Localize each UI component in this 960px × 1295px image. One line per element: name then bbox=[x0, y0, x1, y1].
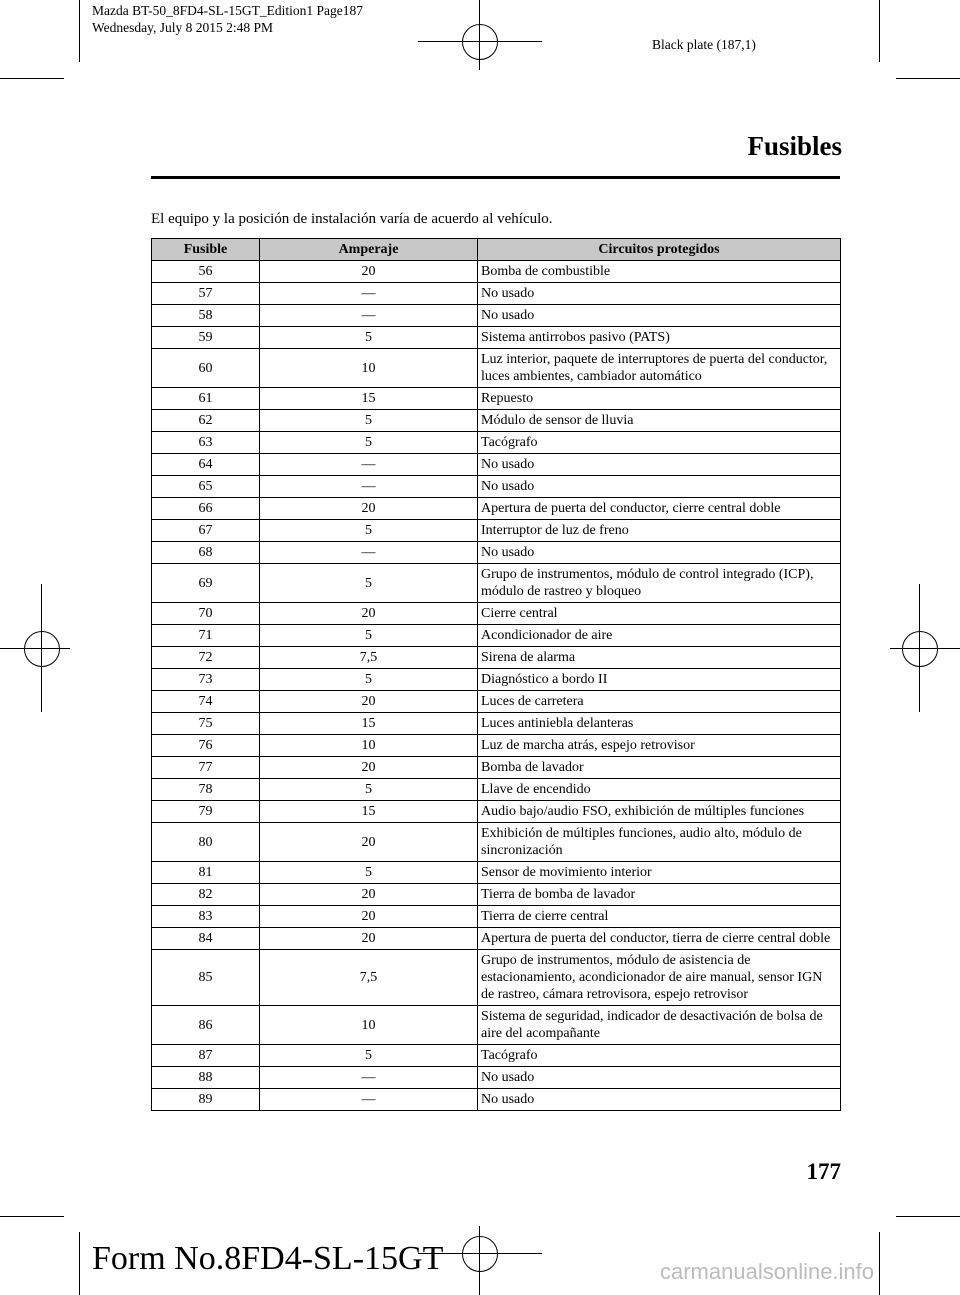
fuse-number-cell: 59 bbox=[152, 327, 260, 349]
table-row bbox=[152, 625, 841, 647]
circuit-cell: Tacógrafo bbox=[478, 432, 841, 454]
fuse-number-cell: 83 bbox=[152, 906, 260, 928]
column-header-circuits: Circuitos protegidos bbox=[478, 239, 841, 261]
table-row bbox=[152, 327, 841, 349]
table-row bbox=[152, 1089, 841, 1111]
circuit-cell: No usado bbox=[478, 454, 841, 476]
section-rule bbox=[151, 176, 840, 179]
circuit-cell: No usado bbox=[478, 305, 841, 327]
amperage-cell: 10 bbox=[260, 349, 478, 388]
black-plate-label: Black plate (187,1) bbox=[652, 37, 756, 52]
table-row bbox=[152, 950, 841, 1006]
amperage-cell: 20 bbox=[260, 884, 478, 906]
table-row bbox=[152, 1045, 841, 1067]
table-row bbox=[152, 520, 841, 542]
circuit-cell: Tierra de bomba de lavador bbox=[478, 884, 841, 906]
circuit-cell: No usado bbox=[478, 283, 841, 305]
fuse-number-cell: 88 bbox=[152, 1067, 260, 1089]
table-body bbox=[152, 261, 841, 1111]
table-row bbox=[152, 388, 841, 410]
watermark: carmanualsonline.info bbox=[660, 1259, 875, 1284]
amperage-cell: ― bbox=[260, 1089, 478, 1111]
fuse-table bbox=[151, 238, 841, 1111]
fuse-number-cell: 66 bbox=[152, 498, 260, 520]
fuse-number-cell: 74 bbox=[152, 691, 260, 713]
circuit-cell: Interruptor de luz de freno bbox=[478, 520, 841, 542]
circuit-cell: Sensor de movimiento interior bbox=[478, 862, 841, 884]
fuse-number-cell: 76 bbox=[152, 735, 260, 757]
table-row bbox=[152, 454, 841, 476]
table-header-row bbox=[152, 239, 841, 261]
fuse-number-cell: 87 bbox=[152, 1045, 260, 1067]
circuit-cell: Tierra de cierre central bbox=[478, 906, 841, 928]
amperage-cell: 10 bbox=[260, 735, 478, 757]
table-row bbox=[152, 757, 841, 779]
table-row bbox=[152, 498, 841, 520]
circuit-cell: Tacógrafo bbox=[478, 1045, 841, 1067]
fuse-number-cell: 81 bbox=[152, 862, 260, 884]
fuse-number-cell: 56 bbox=[152, 261, 260, 283]
amperage-cell: 5 bbox=[260, 779, 478, 801]
fuse-number-cell: 57 bbox=[152, 283, 260, 305]
date-line: Wednesday, July 8 2015 2:48 PM bbox=[92, 20, 274, 35]
fuse-number-cell: 64 bbox=[152, 454, 260, 476]
fuse-number-cell: 86 bbox=[152, 1006, 260, 1045]
table-row bbox=[152, 928, 841, 950]
circuit-cell: Diagnóstico a bordo II bbox=[478, 669, 841, 691]
table-row bbox=[152, 801, 841, 823]
fuse-number-cell: 69 bbox=[152, 564, 260, 603]
table-row bbox=[152, 884, 841, 906]
table-row bbox=[152, 305, 841, 327]
fuse-number-cell: 60 bbox=[152, 349, 260, 388]
fuse-number-cell: 84 bbox=[152, 928, 260, 950]
amperage-cell: 20 bbox=[260, 906, 478, 928]
fuse-number-cell: 65 bbox=[152, 476, 260, 498]
amperage-cell: 5 bbox=[260, 862, 478, 884]
fuse-number-cell: 89 bbox=[152, 1089, 260, 1111]
table-row bbox=[152, 1067, 841, 1089]
circuit-cell: Sirena de alarma bbox=[478, 647, 841, 669]
amperage-cell: 5 bbox=[260, 432, 478, 454]
fuse-number-cell: 73 bbox=[152, 669, 260, 691]
table-row bbox=[152, 713, 841, 735]
circuit-cell: Llave de encendido bbox=[478, 779, 841, 801]
fuse-number-cell: 58 bbox=[152, 305, 260, 327]
fuse-number-cell: 68 bbox=[152, 542, 260, 564]
circuit-cell: Acondicionador de aire bbox=[478, 625, 841, 647]
circuit-cell: Bomba de lavador bbox=[478, 757, 841, 779]
form-number: Form No.8FD4-SL-15GT bbox=[92, 1240, 444, 1277]
circuit-cell: No usado bbox=[478, 1089, 841, 1111]
fuse-number-cell: 78 bbox=[152, 779, 260, 801]
amperage-cell: 10 bbox=[260, 1006, 478, 1045]
circuit-cell: Bomba de combustible bbox=[478, 261, 841, 283]
fuse-number-cell: 62 bbox=[152, 410, 260, 432]
circuit-cell: Exhibición de múltiples funciones, audio alto, módulo de sincronización bbox=[478, 823, 841, 862]
table-row bbox=[152, 647, 841, 669]
circuit-cell: Sistema de seguridad, indicador de desactivación de bolsa de aire del acompañante bbox=[478, 1006, 841, 1045]
amperage-cell: 5 bbox=[260, 1045, 478, 1067]
table-row bbox=[152, 261, 841, 283]
circuit-cell: No usado bbox=[478, 476, 841, 498]
amperage-cell: 20 bbox=[260, 823, 478, 862]
circuit-cell: Luz interior, paquete de interruptores de puerta del conductor, luces ambientes, cambiador automático bbox=[478, 349, 841, 388]
fuse-number-cell: 63 bbox=[152, 432, 260, 454]
circuit-cell: Luces antiniebla delanteras bbox=[478, 713, 841, 735]
table-row bbox=[152, 410, 841, 432]
page-number: 177 bbox=[806, 1159, 841, 1184]
amperage-cell: 5 bbox=[260, 520, 478, 542]
circuit-cell: No usado bbox=[478, 1067, 841, 1089]
amperage-cell: 7,5 bbox=[260, 647, 478, 669]
table-row bbox=[152, 691, 841, 713]
amperage-cell: 20 bbox=[260, 757, 478, 779]
amperage-cell: 15 bbox=[260, 713, 478, 735]
fuse-number-cell: 72 bbox=[152, 647, 260, 669]
circuit-cell: Apertura de puerta del conductor, cierre central doble bbox=[478, 498, 841, 520]
fuse-number-cell: 77 bbox=[152, 757, 260, 779]
amperage-cell: 5 bbox=[260, 564, 478, 603]
table-row bbox=[152, 349, 841, 388]
file-line: Mazda BT-50_8FD4-SL-15GT_Edition1 Page187 bbox=[92, 3, 363, 18]
amperage-cell: 20 bbox=[260, 261, 478, 283]
amperage-cell: 5 bbox=[260, 327, 478, 349]
fuse-number-cell: 85 bbox=[152, 950, 260, 1006]
table-row bbox=[152, 823, 841, 862]
amperage-cell: 15 bbox=[260, 388, 478, 410]
circuit-cell: Módulo de sensor de lluvia bbox=[478, 410, 841, 432]
column-header-fuse: Fusible bbox=[152, 239, 260, 261]
column-header-amperage: Amperaje bbox=[260, 239, 478, 261]
amperage-cell: 7,5 bbox=[260, 950, 478, 1006]
table-row bbox=[152, 542, 841, 564]
amperage-cell: ― bbox=[260, 454, 478, 476]
fuse-number-cell: 80 bbox=[152, 823, 260, 862]
amperage-cell: ― bbox=[260, 542, 478, 564]
table-row bbox=[152, 564, 841, 603]
table-row bbox=[152, 1006, 841, 1045]
table-row bbox=[152, 432, 841, 454]
fuse-number-cell: 67 bbox=[152, 520, 260, 542]
circuit-cell: Luz de marcha atrás, espejo retrovisor bbox=[478, 735, 841, 757]
circuit-cell: Apertura de puerta del conductor, tierra de cierre central doble bbox=[478, 928, 841, 950]
amperage-cell: 20 bbox=[260, 498, 478, 520]
amperage-cell: ― bbox=[260, 476, 478, 498]
fuse-number-cell: 75 bbox=[152, 713, 260, 735]
fuse-number-cell: 79 bbox=[152, 801, 260, 823]
amperage-cell: 20 bbox=[260, 603, 478, 625]
circuit-cell: No usado bbox=[478, 542, 841, 564]
circuit-cell: Grupo de instrumentos, módulo de asistencia de estacionamiento, acondicionador de aire manual, sensor IGN de rastreo, cámara retrovisora, espejo retrovisor bbox=[478, 950, 841, 1006]
table-row bbox=[152, 669, 841, 691]
amperage-cell: 5 bbox=[260, 669, 478, 691]
amperage-cell: 5 bbox=[260, 625, 478, 647]
amperage-cell: 15 bbox=[260, 801, 478, 823]
print-header bbox=[92, 2, 363, 36]
table-row bbox=[152, 283, 841, 305]
circuit-cell: Cierre central bbox=[478, 603, 841, 625]
circuit-cell: Audio bajo/audio FSO, exhibición de múltiples funciones bbox=[478, 801, 841, 823]
fuse-number-cell: 82 bbox=[152, 884, 260, 906]
amperage-cell: 20 bbox=[260, 691, 478, 713]
circuit-cell: Sistema antirrobos pasivo (PATS) bbox=[478, 327, 841, 349]
table-row bbox=[152, 779, 841, 801]
amperage-cell: 5 bbox=[260, 410, 478, 432]
amperage-cell: ― bbox=[260, 1067, 478, 1089]
circuit-cell: Repuesto bbox=[478, 388, 841, 410]
section-title: Fusibles bbox=[747, 131, 842, 161]
intro-text: El equipo y la posición de instalación varía de acuerdo al vehículo. bbox=[151, 211, 553, 227]
amperage-cell: 20 bbox=[260, 928, 478, 950]
table-row bbox=[152, 603, 841, 625]
table-row bbox=[152, 476, 841, 498]
table-row bbox=[152, 862, 841, 884]
table-row bbox=[152, 906, 841, 928]
amperage-cell: ― bbox=[260, 283, 478, 305]
circuit-cell: Luces de carretera bbox=[478, 691, 841, 713]
table-row bbox=[152, 735, 841, 757]
fuse-number-cell: 70 bbox=[152, 603, 260, 625]
circuit-cell: Grupo de instrumentos, módulo de control integrado (ICP), módulo de rastreo y bloqueo bbox=[478, 564, 841, 603]
amperage-cell: ― bbox=[260, 305, 478, 327]
fuse-number-cell: 71 bbox=[152, 625, 260, 647]
fuse-number-cell: 61 bbox=[152, 388, 260, 410]
